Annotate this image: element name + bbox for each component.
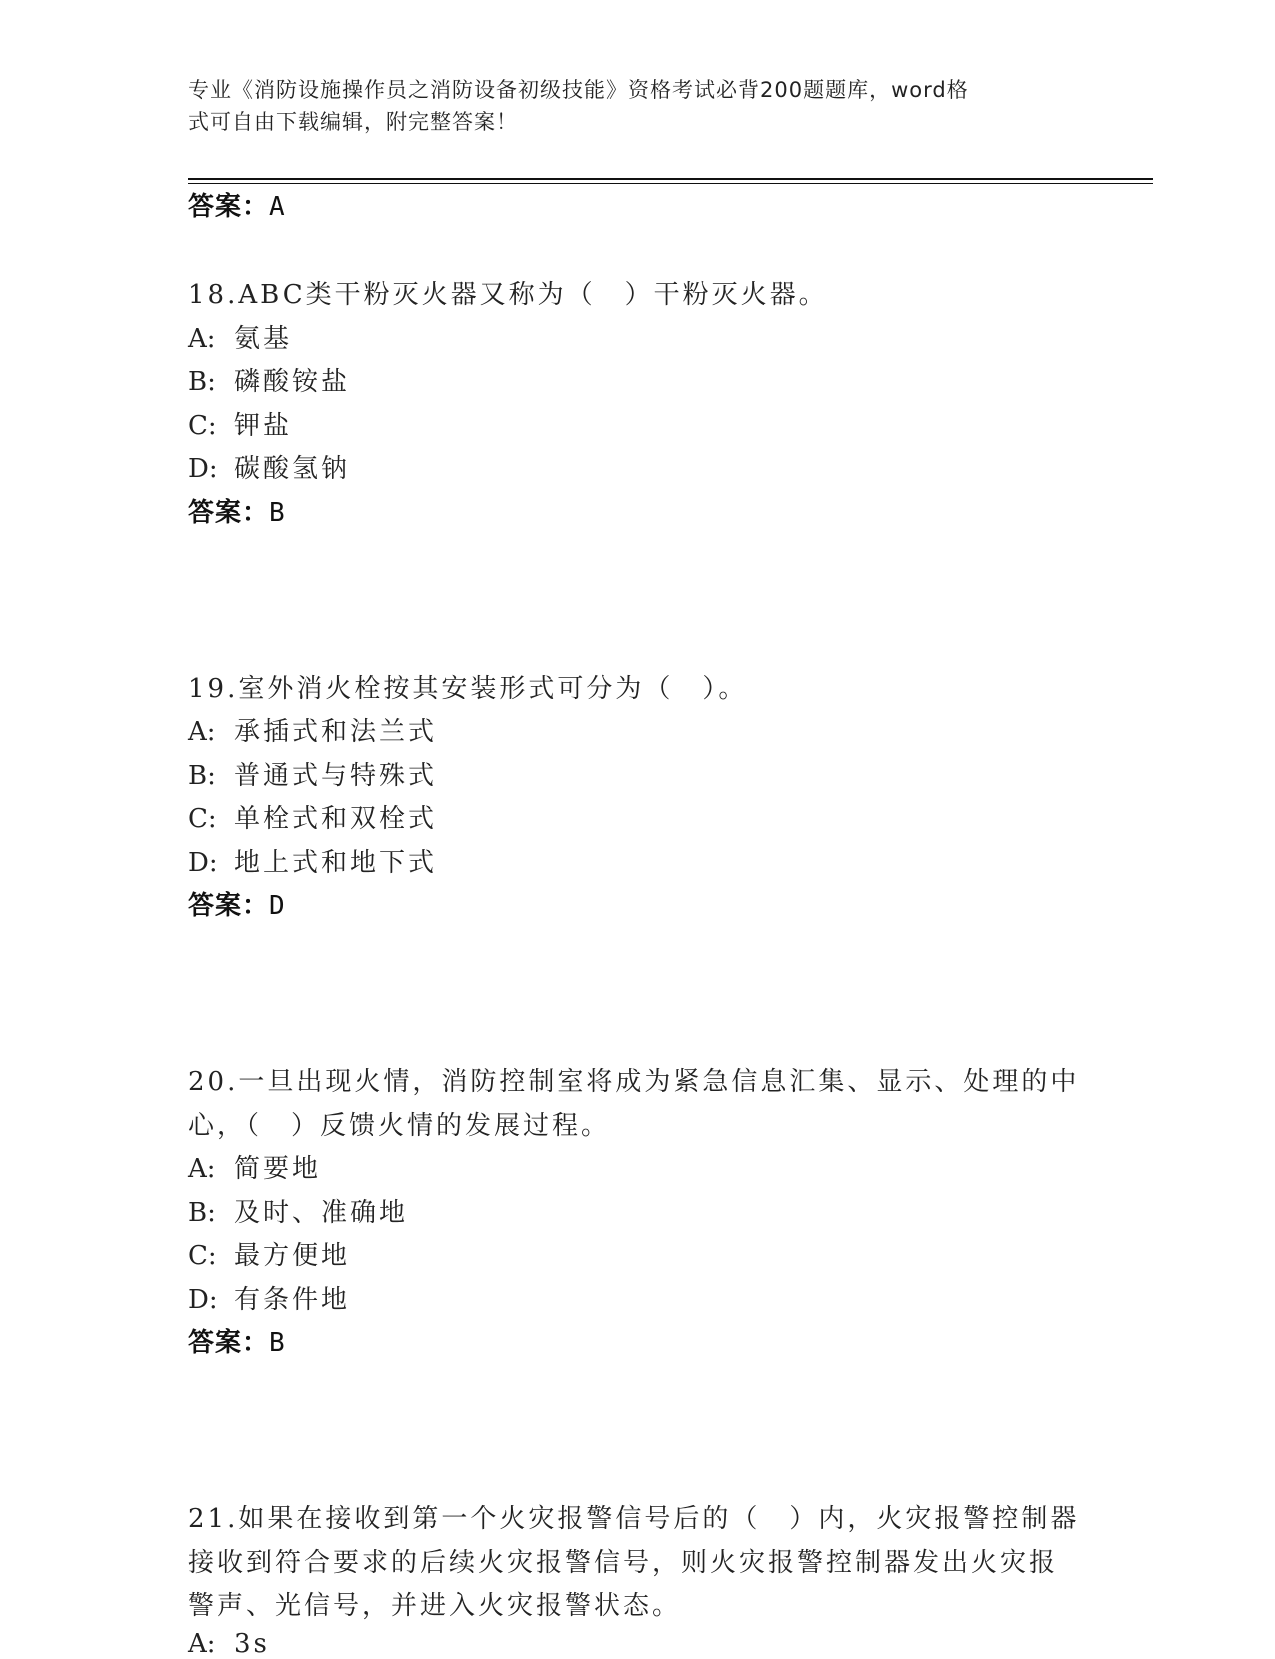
option-key: A: bbox=[188, 1628, 216, 1659]
option-key: D: bbox=[188, 847, 218, 878]
option-item bbox=[188, 1279, 350, 1316]
header-divider-thin bbox=[188, 183, 1153, 184]
option-item bbox=[188, 1192, 408, 1229]
option-text: 钾盐 bbox=[234, 410, 293, 441]
option-text: 简要地 bbox=[234, 1154, 322, 1184]
option-item bbox=[188, 448, 350, 485]
answer-value: D bbox=[269, 891, 286, 921]
option-item bbox=[188, 1235, 350, 1272]
previous-answer bbox=[188, 186, 286, 223]
question-stem-line: 警声、光信号，并进入火灾报警状态。 bbox=[188, 1591, 682, 1621]
option-key: C: bbox=[188, 410, 217, 441]
option-key: C: bbox=[188, 804, 217, 834]
header-line-2: 式可自由下载编辑，附完整答案！ bbox=[188, 110, 518, 134]
header-divider-thick bbox=[188, 178, 1153, 180]
option-item bbox=[188, 842, 437, 879]
answer-label: 答案： bbox=[188, 497, 270, 528]
question-stem-line: 接收到符合要求的后续火灾报警信号，则火灾报警控制器发出火灾报 bbox=[188, 1547, 1059, 1578]
option-text: 普通式与特殊式 bbox=[234, 760, 438, 791]
answer-value: B bbox=[269, 1328, 286, 1358]
option-item bbox=[188, 405, 292, 442]
option-text: 3s bbox=[234, 1628, 270, 1659]
answer-line bbox=[188, 1322, 286, 1359]
answer-label: 答案： bbox=[188, 192, 270, 222]
option-text: 最方便地 bbox=[234, 1241, 351, 1271]
option-text: 单栓式和双栓式 bbox=[234, 804, 438, 834]
answer-line bbox=[188, 492, 286, 529]
document-header bbox=[188, 74, 1068, 138]
option-item bbox=[188, 711, 437, 748]
question-stem-line: 心，（ ）反馈火情的发展过程。 bbox=[188, 1110, 611, 1141]
answer-label: 答案： bbox=[188, 1328, 270, 1358]
question-stem-line: 20.一旦出现火情，消防控制室将成为紧急信息汇集、显示、处理的中 bbox=[188, 1067, 1080, 1097]
option-text: 磷酸铵盐 bbox=[234, 367, 351, 397]
option-text: 有条件地 bbox=[234, 1284, 351, 1315]
question-stem-line: 18.ABC类干粉灭火器又称为（ ）干粉灭火器。 bbox=[188, 280, 828, 310]
option-key: B: bbox=[188, 1197, 216, 1228]
option-key: A: bbox=[188, 323, 216, 354]
option-item bbox=[188, 798, 437, 835]
answer-value: B bbox=[269, 497, 286, 528]
option-text: 地上式和地下式 bbox=[234, 847, 438, 878]
answer-line bbox=[188, 885, 286, 922]
option-item bbox=[188, 1629, 270, 1659]
header-line-1: 专业《消防设施操作员之消防设备初级技能》资格考试必背200题题库，word格 bbox=[188, 78, 969, 102]
option-item bbox=[188, 361, 350, 398]
option-item bbox=[188, 318, 292, 355]
option-text: 承插式和法兰式 bbox=[234, 717, 438, 747]
option-key: D: bbox=[188, 1284, 218, 1315]
option-key: B: bbox=[188, 760, 216, 791]
option-key: C: bbox=[188, 1241, 217, 1271]
option-key: A: bbox=[188, 1154, 216, 1184]
question-stem-line: 19.室外消火栓按其安装形式可分为（ ）。 bbox=[188, 673, 748, 704]
option-item bbox=[188, 755, 437, 792]
option-text: 碳酸氢钠 bbox=[234, 454, 351, 484]
answer-label: 答案： bbox=[188, 891, 270, 921]
option-item bbox=[188, 1148, 321, 1185]
answer-value: A bbox=[269, 192, 286, 222]
option-text: 氨基 bbox=[234, 323, 293, 354]
option-key: B: bbox=[188, 367, 216, 397]
option-text: 及时、准确地 bbox=[234, 1197, 409, 1228]
question-stem-line: 21.如果在接收到第一个火灾报警信号后的（ ）内，火灾报警控制器 bbox=[188, 1504, 1080, 1534]
option-key: A: bbox=[188, 717, 216, 747]
option-key: D: bbox=[188, 454, 218, 484]
